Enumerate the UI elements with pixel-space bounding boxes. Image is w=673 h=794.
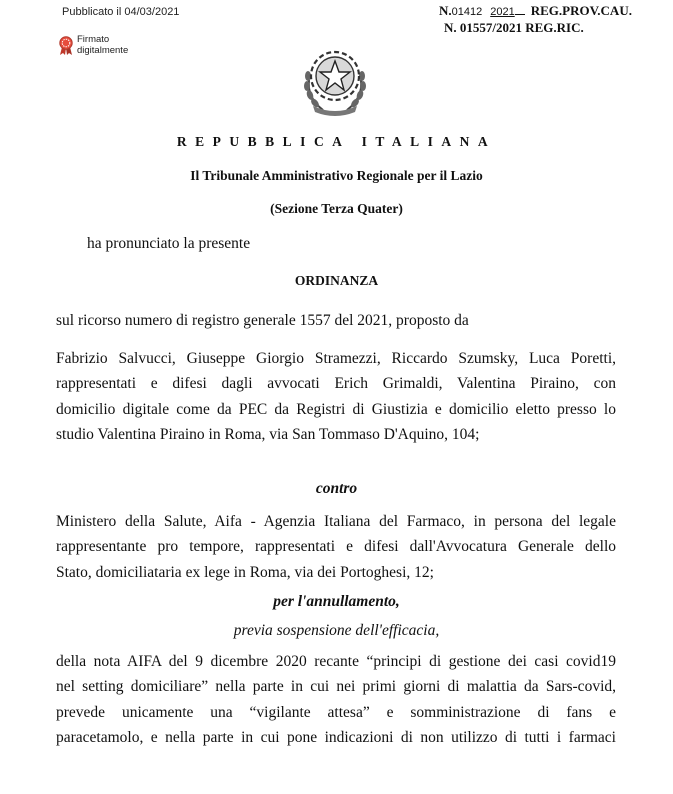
respondents-paragraph	[56, 509, 616, 585]
text-line: della nota AIFA del 9 dicembre 2020 recante “principi di gestione dei casi covid19	[56, 653, 616, 670]
signature-label-line1: Firmato	[77, 34, 110, 45]
contro-heading: contro	[315, 480, 358, 497]
text-line: Ministero della Salute, Aifa - Agenzia Italiana del Farmaco, in persona del legale	[56, 513, 616, 530]
text-line: Stato, domiciliataria ex lege in Roma, via dei Portoghesi, 12;	[56, 563, 434, 581]
digital-signature	[58, 34, 178, 64]
annulment-heading: per l'annullamento,	[273, 593, 400, 610]
text-line: nel setting domiciliare” nella parte in cui nei primi giorni di malattia da Sars-covid,	[56, 678, 616, 696]
reg-ric-number: N. 01557/2021 REG.RIC.	[444, 20, 584, 35]
applicants-paragraph	[56, 346, 616, 447]
text-line: rappresentati e difesi dagli avvocati Erich Grimaldi, Valentina Piraino, con	[56, 375, 616, 393]
reg-prov-year: 2021	[490, 6, 515, 18]
reg-prov-number: 01412	[451, 6, 483, 18]
emblem-of-italy-icon	[299, 40, 371, 118]
object-paragraph	[56, 649, 616, 750]
text-line: domicilio digitale come da PEC da Registri di Giustizia e domicilio eletto presso lo	[56, 400, 616, 418]
reg-prov-prefix: N.	[439, 3, 452, 18]
text-line: paracetamolo, e nella parte in cui pone indicazioni di non utilizzo di tutti i farmaci	[56, 728, 616, 746]
court-section: (Sezione Terza Quater)	[270, 201, 403, 216]
republic-heading: REPUBBLICA ITALIANA	[176, 134, 497, 149]
text-line: Fabrizio Salvucci, Giuseppe Giorgio Stramezzi, Riccardo Szumsky, Luca Poretti,	[56, 350, 616, 367]
reg-prov-cau-line	[439, 3, 632, 20]
suspension-subheading: previa sospensione dell'efficacia,	[233, 622, 440, 639]
intro-text: ha pronunciato la presente	[87, 235, 251, 252]
signature-label-line2: digitalmente	[77, 45, 129, 56]
court-name: Il Tribunale Amministrativo Regionale per il Lazio	[190, 168, 483, 183]
document-type-heading: ORDINANZA	[294, 273, 379, 288]
registry-numbers	[439, 3, 632, 35]
text-line: studio Valentina Piraino in Roma, via San Tommaso D'Aquino, 104;	[56, 425, 480, 443]
publication-date: Pubblicato il 04/03/2021	[62, 6, 180, 18]
text-line: prevede unicamente una “vigilante attesa” e somministrazione di fans e	[56, 703, 616, 721]
ricorso-line: sul ricorso numero di registro generale 1557 del 2021, proposto da	[56, 312, 469, 329]
text-line: rappresentante pro tempore, rappresentati e difesi dall'Avvocatura Generale dello	[56, 538, 616, 556]
seal-ribbon-icon	[58, 36, 74, 56]
reg-prov-suffix: REG.PROV.CAU.	[530, 3, 632, 18]
